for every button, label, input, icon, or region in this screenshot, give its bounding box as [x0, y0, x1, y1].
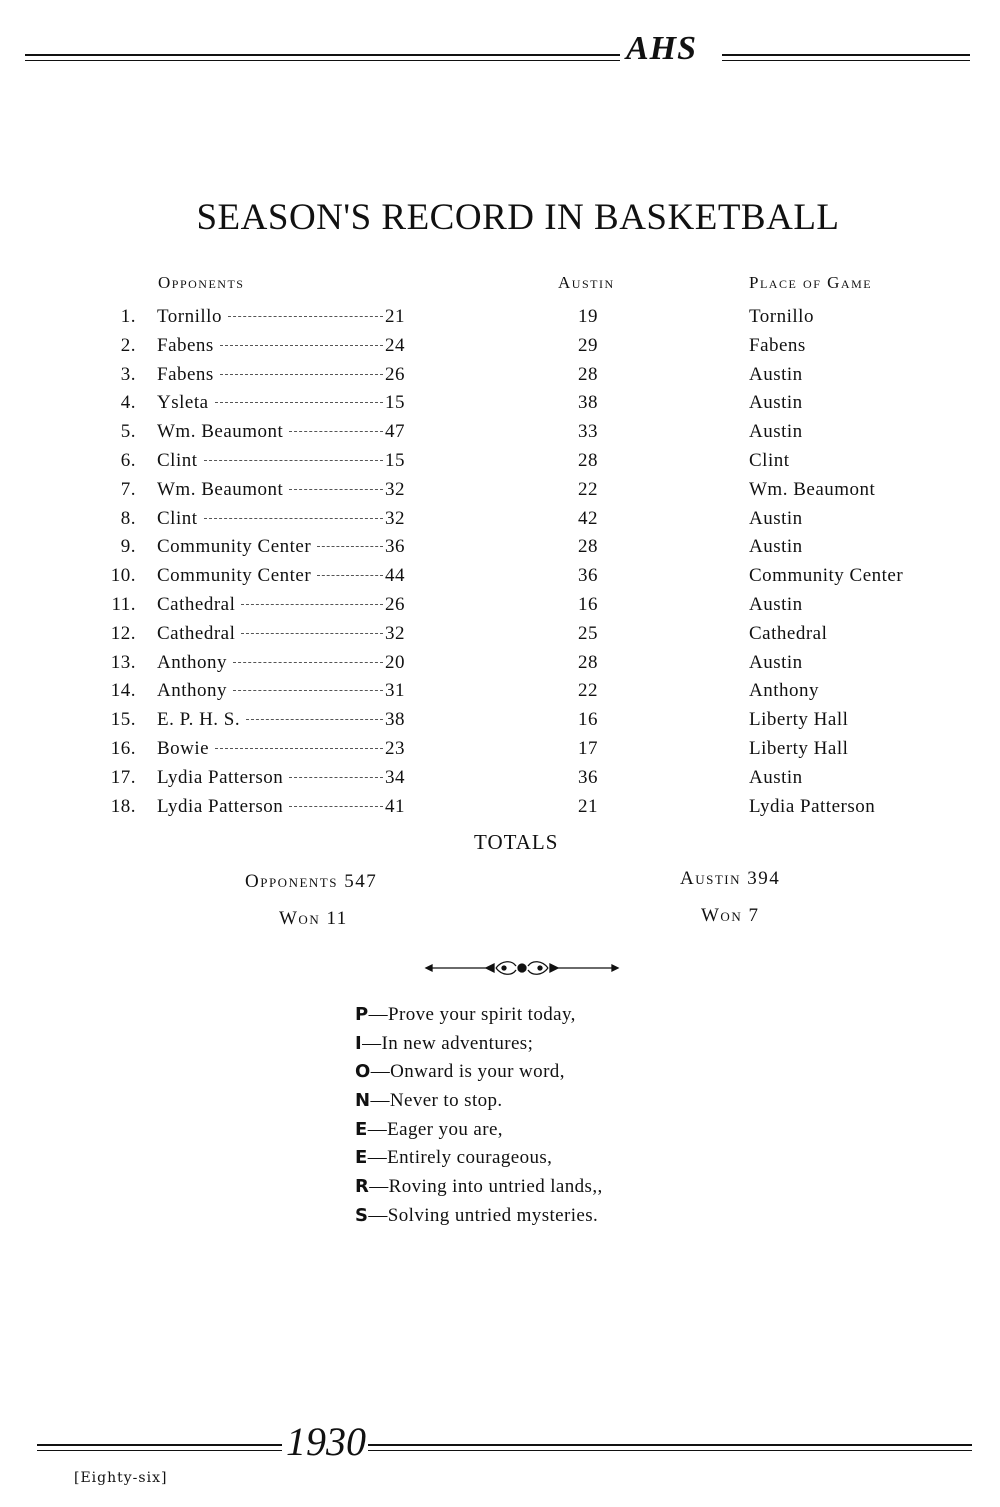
game-row	[0, 450, 1000, 478]
acrostic-letter: E	[355, 1147, 368, 1169]
game-row	[0, 767, 1000, 795]
opponent-score: 20	[385, 651, 405, 673]
game-row	[0, 738, 1000, 766]
opponent-score: 31	[385, 680, 405, 702]
dot-leader	[204, 518, 383, 519]
opponent-score: 32	[385, 507, 405, 529]
page-title: SEASON'S RECORD IN BASKETBALL	[196, 197, 840, 238]
header-rule-right	[722, 54, 970, 61]
austin-score: 36	[578, 766, 598, 788]
austin-score: 29	[578, 334, 598, 356]
game-row	[0, 623, 1000, 651]
opponent-cell	[157, 335, 405, 357]
opponent-name: Tornillo	[157, 306, 222, 327]
game-number: 1.	[120, 306, 136, 327]
acrostic-letter: P	[355, 1004, 369, 1025]
opponent-name: Community Center	[157, 536, 312, 558]
column-heading-place: Place of Game	[749, 273, 873, 292]
game-number: 7.	[120, 478, 136, 500]
austin-score: 16	[578, 594, 598, 615]
opponent-score: 15	[385, 392, 405, 414]
game-number: 11.	[111, 594, 136, 615]
poem-text: —Prove your spirit today,	[368, 1004, 576, 1025]
austin-score: 22	[578, 680, 598, 702]
opponent-cell	[157, 508, 405, 530]
austin-score: 28	[578, 450, 598, 471]
opponent-cell	[157, 306, 405, 328]
page-number-label: [Eighty-six]	[74, 1470, 168, 1486]
column-heading-austin: Austin	[558, 273, 615, 292]
opponent-score: 32	[385, 478, 405, 500]
game-number: 10.	[110, 565, 136, 587]
opponent-name: Cathedral	[157, 622, 236, 644]
game-number: 12.	[110, 622, 136, 644]
poem-text: —Solving untried mysteries.	[368, 1204, 599, 1226]
opponent-name: Wm. Beaumont	[157, 478, 284, 500]
place-of-game: Austin	[749, 766, 803, 788]
column-heading-opponents: Opponents	[158, 273, 245, 292]
dot-leader	[289, 489, 383, 490]
austin-score: 28	[578, 651, 598, 673]
poem-line	[355, 1090, 603, 1119]
austin-score: 38	[578, 392, 598, 414]
opponent-name: Clint	[157, 450, 198, 471]
game-number: 6.	[120, 450, 136, 471]
game-row	[0, 392, 1000, 420]
acrostic-letter: E	[355, 1118, 368, 1140]
opponent-name: Anthony	[157, 680, 227, 702]
poem-text: —Onward is your word,	[370, 1061, 565, 1083]
game-row	[0, 536, 1000, 564]
opponent-score: 41	[385, 795, 405, 817]
poem-text: —Roving into untried lands,,	[369, 1176, 603, 1198]
opponent-name: Bowie	[157, 738, 210, 759]
footer-rule-right	[368, 1444, 972, 1451]
austin-score: 21	[578, 795, 598, 817]
opponent-cell	[157, 392, 405, 414]
place-of-game: Austin	[749, 392, 803, 414]
opponent-cell	[157, 709, 405, 731]
opponent-cell	[157, 364, 405, 386]
game-row	[0, 306, 1000, 334]
dot-leader	[228, 316, 383, 317]
dot-leader	[241, 633, 383, 634]
ornament-divider	[424, 956, 620, 980]
austin-score: 42	[578, 507, 598, 529]
opponent-name: E. P. H. S.	[157, 709, 241, 731]
game-number: 13.	[110, 651, 136, 673]
place-of-game: Lydia Patterson	[749, 795, 876, 817]
place-of-game: Anthony	[749, 680, 819, 702]
game-number: 4.	[120, 392, 136, 414]
header-title: AHS	[626, 30, 698, 67]
poem-line	[355, 1176, 603, 1205]
austin-score: 17	[578, 738, 598, 759]
austin-score: 19	[578, 306, 598, 327]
poem-line	[355, 1119, 603, 1148]
dot-leader	[233, 662, 383, 663]
opponent-score: 23	[385, 738, 405, 759]
opponent-score: 36	[385, 536, 405, 558]
opponent-score: 32	[385, 622, 405, 644]
dot-leader	[289, 806, 383, 807]
opponent-score: 21	[385, 306, 405, 327]
austin-score: 16	[578, 709, 598, 731]
place-of-game: Clint	[749, 450, 790, 471]
poem-text: —Entirely courageous,	[367, 1147, 553, 1169]
game-row	[0, 508, 1000, 536]
game-row	[0, 796, 1000, 824]
acrostic-letter: S	[355, 1204, 369, 1226]
austin-total: Austin 394	[680, 868, 781, 889]
opponent-name: Fabens	[157, 334, 214, 356]
opponent-cell	[157, 767, 405, 789]
opponent-cell	[157, 623, 405, 645]
opponent-cell	[157, 796, 405, 818]
game-row	[0, 421, 1000, 449]
dot-leader	[215, 402, 383, 403]
poem-line	[355, 1205, 603, 1234]
dot-leader	[233, 690, 383, 691]
game-number: 3.	[120, 363, 136, 385]
opponent-name: Wm. Beaumont	[157, 421, 284, 443]
opponent-score: 26	[385, 363, 405, 385]
opponent-name: Clint	[157, 507, 198, 529]
opponent-name: Cathedral	[157, 594, 236, 615]
place-of-game: Austin	[749, 651, 803, 673]
game-number: 2.	[120, 334, 136, 356]
opponent-cell	[157, 652, 405, 674]
opponent-name: Lydia Patterson	[157, 795, 284, 817]
dot-leader	[246, 719, 383, 720]
austin-score: 22	[578, 478, 598, 500]
dot-leader	[220, 374, 383, 375]
opponent-cell	[157, 479, 405, 501]
opponent-cell	[157, 421, 405, 443]
opponent-score: 38	[385, 709, 405, 731]
opponent-score: 24	[385, 334, 405, 356]
opponent-score: 15	[385, 450, 405, 471]
opponent-name: Ysleta	[157, 392, 209, 414]
poem-line	[355, 1004, 603, 1033]
footer-year: 1930	[286, 1419, 366, 1464]
opponent-score: 47	[385, 421, 405, 443]
place-of-game: Austin	[749, 363, 803, 385]
place-of-game: Austin	[749, 536, 803, 558]
acrostic-letter: R	[355, 1176, 370, 1198]
place-of-game: Austin	[749, 594, 803, 615]
dot-leader	[317, 575, 383, 576]
acrostic-poem	[355, 1004, 603, 1234]
place-of-game: Tornillo	[749, 306, 814, 327]
opponent-score: 26	[385, 594, 405, 615]
game-row	[0, 709, 1000, 737]
opponent-name: Anthony	[157, 651, 227, 673]
opponent-name: Community Center	[157, 565, 312, 587]
poem-text: —Eager you are,	[367, 1118, 503, 1140]
dot-leader	[289, 431, 383, 432]
dot-leader	[289, 777, 383, 778]
place-of-game: Austin	[749, 421, 803, 443]
poem-text: —In new adventures;	[362, 1032, 534, 1054]
opponents-won: Won 11	[279, 908, 348, 929]
austin-score: 25	[578, 622, 598, 644]
game-number: 9.	[120, 536, 136, 558]
opponent-name: Fabens	[157, 363, 214, 385]
austin-score: 28	[578, 363, 598, 385]
poem-line	[355, 1033, 603, 1062]
opponent-name: Lydia Patterson	[157, 766, 284, 788]
game-row	[0, 652, 1000, 680]
game-number: 5.	[120, 421, 136, 443]
place-of-game: Fabens	[749, 334, 806, 356]
place-of-game: Wm. Beaumont	[749, 478, 876, 500]
opponent-cell	[157, 594, 405, 616]
game-row	[0, 565, 1000, 593]
game-number: 8.	[120, 507, 136, 529]
place-of-game: Community Center	[749, 565, 904, 587]
game-row	[0, 594, 1000, 622]
acrostic-letter: N	[355, 1090, 371, 1112]
austin-score: 36	[578, 565, 598, 587]
game-row	[0, 680, 1000, 708]
game-number: 16.	[110, 738, 136, 759]
dot-leader	[204, 460, 383, 461]
poem-line	[355, 1147, 603, 1176]
austin-score: 33	[578, 421, 598, 443]
game-number: 18.	[110, 795, 136, 817]
acrostic-letter: I	[355, 1032, 363, 1054]
place-of-game: Liberty Hall	[749, 738, 849, 759]
dot-leader	[215, 748, 383, 749]
dot-leader	[317, 546, 383, 547]
header-rule-left	[25, 54, 620, 61]
austin-score: 28	[578, 536, 598, 558]
footer-rule-left	[37, 1444, 282, 1451]
dot-leader	[220, 345, 383, 346]
opponent-score: 34	[385, 766, 405, 788]
totals-heading: TOTALS	[474, 830, 559, 854]
game-row	[0, 479, 1000, 507]
opponent-score: 44	[385, 565, 405, 587]
opponent-cell	[157, 565, 405, 587]
game-row	[0, 335, 1000, 363]
opponent-cell	[157, 738, 405, 760]
austin-won: Won 7	[701, 905, 760, 926]
acrostic-letter: O	[355, 1061, 371, 1083]
opponents-total: Opponents 547	[245, 871, 378, 892]
place-of-game: Liberty Hall	[749, 709, 849, 731]
opponent-cell	[157, 450, 405, 472]
place-of-game: Austin	[749, 507, 803, 529]
poem-line	[355, 1061, 603, 1090]
opponent-cell	[157, 536, 405, 558]
game-number: 15.	[110, 709, 136, 731]
game-row	[0, 364, 1000, 392]
opponent-cell	[157, 680, 405, 702]
game-number: 17.	[110, 766, 136, 788]
game-number: 14.	[110, 680, 136, 702]
place-of-game: Cathedral	[749, 622, 828, 644]
dot-leader	[241, 604, 383, 605]
poem-text: —Never to stop.	[370, 1090, 503, 1112]
